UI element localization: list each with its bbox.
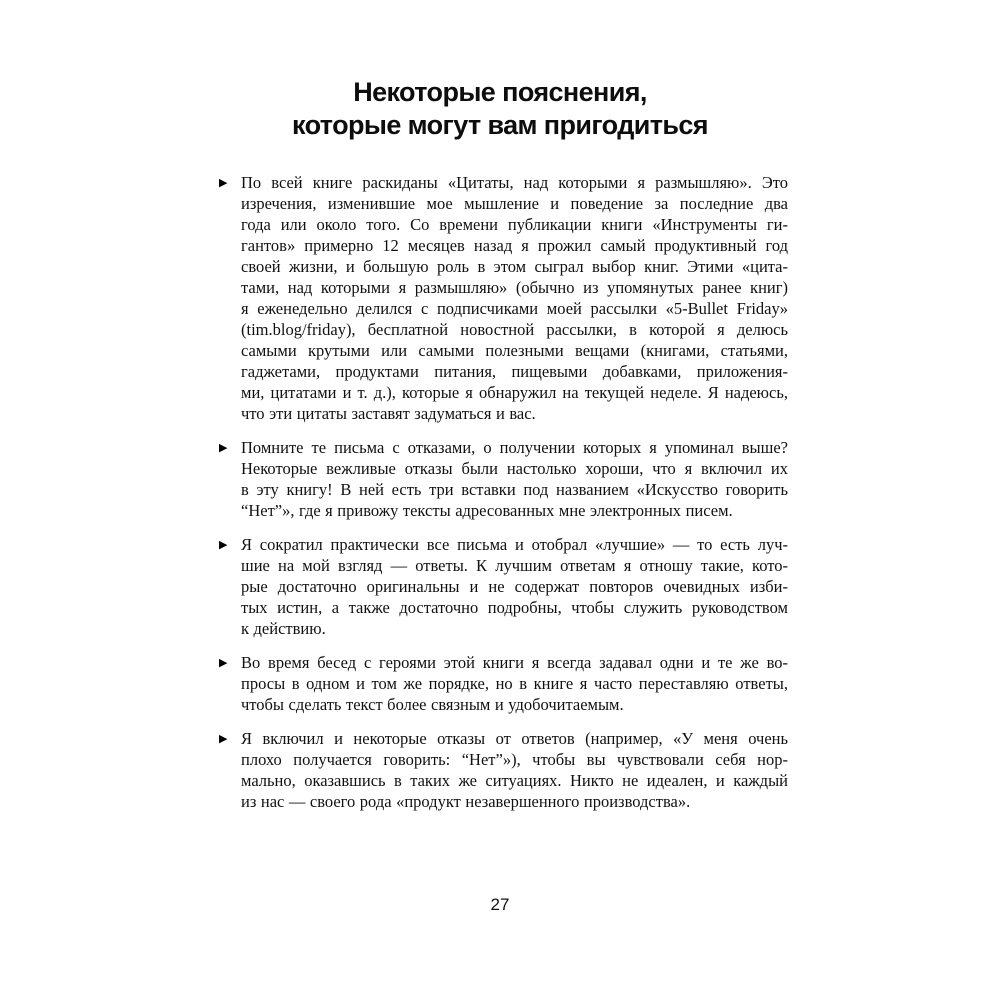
paragraph-lines	[241, 172, 788, 424]
bullet-triangle-icon: ▶	[219, 538, 228, 551]
text-line: шие на мой взгляд — ответы. К лучшим ответам я отношу такие, кото-	[241, 556, 788, 575]
bullet-paragraph	[219, 534, 788, 639]
text-line: Я сократил практически все письма и отобрал «лучшие» — то есть луч-	[241, 535, 788, 554]
text-line: к действию.	[241, 619, 326, 638]
text-line: Некоторые вежливые отказы были настолько хороши, что я включил их	[241, 459, 788, 478]
text-line: чтобы сделать текст более связным и удобочитаемым.	[241, 695, 624, 714]
text-line: из нас — своего рода «продукт незавершенного производства».	[241, 792, 691, 811]
paragraph-lines	[241, 534, 788, 639]
text-line: Я включил и некоторые отказы от ответов (например, «У меня очень	[241, 729, 788, 748]
text-line: Во время бесед с героями этой книги я всегда задавал одни и те же во-	[241, 653, 788, 672]
text-line: гаджетами, продуктами питания, пищевыми добавками, приложения-	[241, 362, 788, 381]
page-title-line-1: Некоторые пояснения,	[353, 77, 647, 107]
paragraph-lines	[241, 728, 788, 812]
text-line: я еженедельно делился с подписчиками моей рассылки «5-Bullet Friday»	[241, 299, 788, 318]
text-line: рые достаточно оригинальны и не содержат повторов очевидных изби-	[241, 577, 788, 596]
paragraph-lines	[241, 437, 788, 521]
text-line: самыми крутыми или самыми полезными вещами (книгами, статьями,	[241, 341, 788, 360]
text-line: Помните те письма с отказами, о получении которых я упоминал выше?	[241, 438, 788, 457]
page-title	[0, 76, 1000, 142]
text-line: тых истин, а также достаточно подробны, чтобы служить руководством	[241, 598, 788, 617]
body-text	[219, 172, 788, 825]
text-line: в эту книгу! В ней есть три вставки под названием «Искусство говорить	[241, 480, 788, 499]
bullet-paragraph	[219, 172, 788, 424]
bullet-triangle-icon: ▶	[219, 656, 228, 669]
text-line: года или около того. Со времени публикации книги «Инструменты ги-	[241, 215, 788, 234]
text-line: (tim.blog/friday), бесплатной новостной рассылки, в которой я делюсь	[241, 320, 788, 339]
bullet-paragraph	[219, 437, 788, 521]
bullet-triangle-icon: ▶	[219, 732, 228, 745]
text-line: что эти цитаты заставят задуматься и вас.	[241, 404, 536, 423]
text-line: мально, оказавшись в таких же ситуациях. Никто не идеален, и каждый	[241, 771, 788, 790]
text-line: гантов» примерно 12 месяцев назад я прожил самый продуктивный год	[241, 236, 788, 255]
text-line: тами, над которыми я размышляю» (обычно из упомянутых ранее книг)	[241, 278, 788, 297]
bullet-paragraph	[219, 652, 788, 715]
bullet-paragraph	[219, 728, 788, 812]
bullet-triangle-icon: ▶	[219, 176, 228, 189]
text-line: “Нет”», где я привожу тексты адресованных мне электронных писем.	[241, 501, 733, 520]
text-line: ми, цитатами и т. д.), которые я обнаружил на текущей неделе. Я надеюсь,	[241, 383, 788, 402]
text-line: изречения, изменившие мое мышление и поведение за последние два	[241, 194, 788, 213]
paragraph-lines	[241, 652, 788, 715]
text-line: По всей книге раскиданы «Цитаты, над которыми я размышляю». Это	[241, 173, 788, 192]
page-number: 27	[490, 895, 510, 914]
text-line: просы в одном и том же порядке, но в книге я часто переставляю ответы,	[241, 674, 788, 693]
page-title-line-2: которые могут вам пригодиться	[292, 110, 708, 140]
text-line: плохо получается говорить: “Нет”»), чтобы вы чувствовали себя нор-	[241, 750, 788, 769]
bullet-triangle-icon: ▶	[219, 441, 228, 454]
text-line: своей жизни, и большую роль в этом сыграл выбор книг. Этими «цита-	[241, 257, 788, 276]
